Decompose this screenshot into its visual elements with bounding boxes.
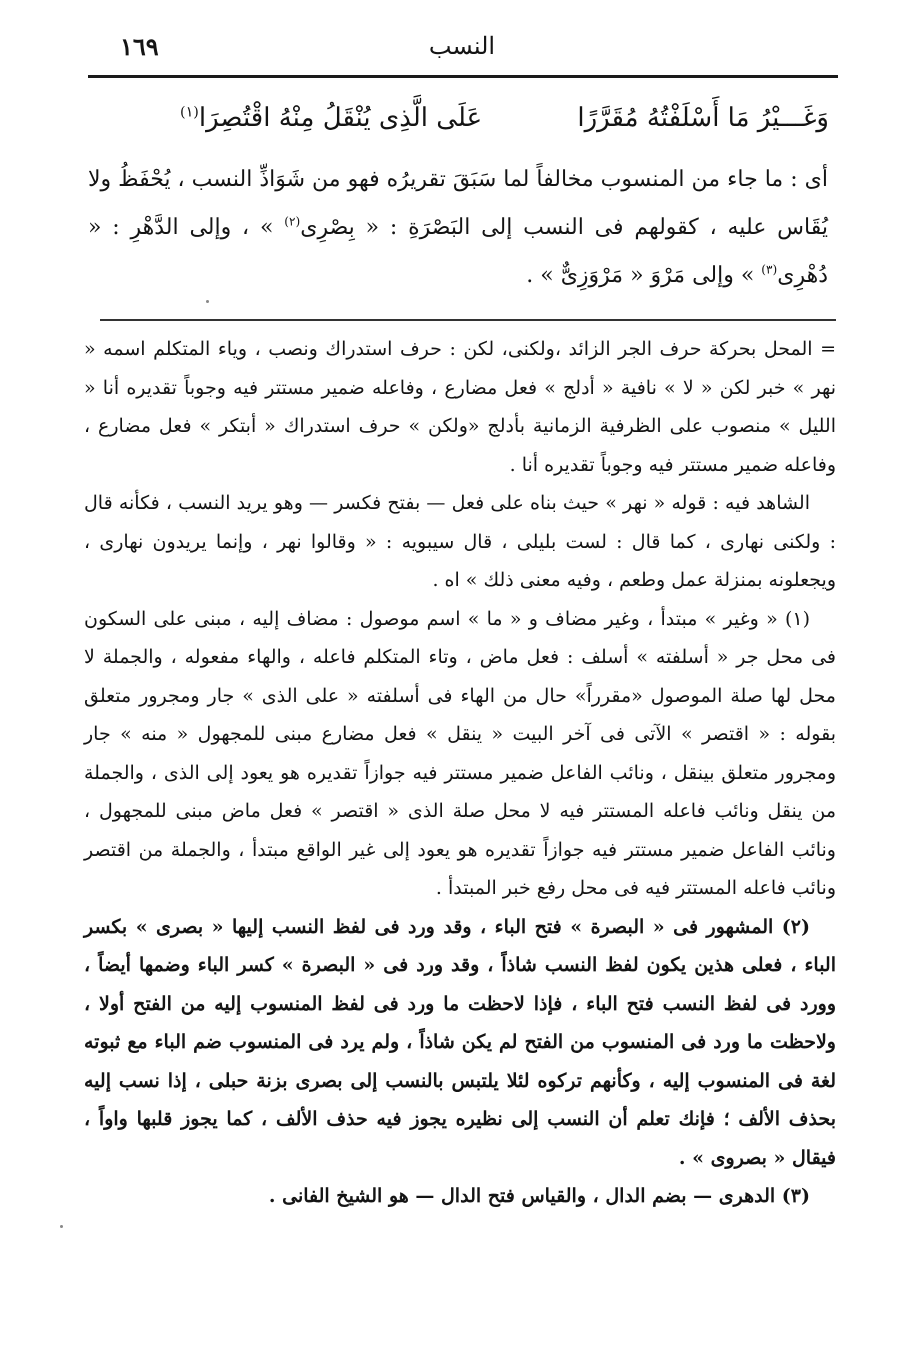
footnote-separator [100,319,836,321]
verse-first-hemistich-text: وَغَـــيْرُ مَا أَسْلَفْتُهُ مُقَرَّرًا [577,103,829,133]
verse-first-hemistich [577,98,829,138]
commentary-text-3: » وإلى مَرْوَ « مَرْوَزِىٌّ » . [526,263,755,288]
footnote-1: (١) « وغير » مبتدأ ، وغير مضاف و « ما » اسم موصول : مضاف إليه ، مبنى على السكون فى محل جر « أسلفته » أسلف : فعل ماض ، وتاء المتكلم فاعله ، والهاء مفعوله ، والجملة لا محل لها صلة الموصول «مقرراً» حال من الهاء فى أسلفته « على الذى » جار ومجرور متعلق بقوله : « اقتصر » الآتى فى آخر البيت « ينقل » فعل مضارع مبنى للمجهول « منه » جار ومجرور متعلق بينقل ، ونائب الفاعل ضمير مستتر فيه جوازاً تقديره هو يعود إلى الذى ، والجملة من ينقل ونائب فاعله المستتر فيه لا محل صلة الذى « اقتصر » فعل ماض مبنى للمجهول ، ونائب الفاعل ضمير مستتر فيه جوازاً تقديره هو يعود إلى غير الواقع مبتدأ ، والجملة من اقتصر ونائب فاعله المستتر فيه فى محل رفع خبر المبتدأ . [84,607,836,899]
verse-second-hemistich [180,98,482,138]
header-rule [88,75,838,78]
footnote-witness: الشاهد فيه : قوله « نهر » حيث بناه على فعل — بفتح فكسر — وهو يريد النسب ، فكأنه قال : ولكنى نهارى ، كما قال : لست بليلى ، قال سيبويه : « وقالوا نهر ، وإنما يريدون نهارى ، ويجعلونه بمنزلة عمل وطعم ، وفيه معنى ذلك » اه . [84,492,836,591]
footnote-marker-3: (٣) [761,262,778,277]
scan-speck [206,300,209,303]
footnote-marker-1: (١) [180,104,199,121]
commentary-text: أى : ما جاء من المنسوب مخالفاً لما سَبَقَ تقريرُه فهو من شَوَاذِّ النسب ، يُحْفَظُ ولا يُقَاس عليه ، كقولهم فى النسب إلى البَصْرَةِ : « بِصْرِى [88,167,828,240]
commentary-text-2: » ، وإلى الدَّهْرِ : « دُهْرِى [88,215,828,288]
main-commentary [88,156,828,300]
footnotes [84,330,836,1216]
page-number: ١٦٩ [120,32,159,61]
commentary-paragraph [88,156,828,300]
verse-line [180,98,829,138]
verse-second-hemistich-text: عَلَى الَّذِى يُنْقَلُ مِنْهُ اقْتُصِرَا [198,103,483,133]
footnote-continuation: = المحل بحركة حرف الجر الزائد ،ولكنى، لكن : حرف استدراك ونصب ، وياء المتكلم اسمه « نهر » خبر لكن « لا » نافية « أدلج » فعل مضارع ، وفاعله ضمير مستتر فيه وجوباً تقديره أنا « الليل » منصوب على الظرفية الزمانية بأدلج «ولكن » حرف استدراك « أبتكر » فعل مضارع ، وفاعله ضمير مستتر فيه وجوباً تقديره أنا . [84,338,836,476]
footnote-2: (٢) المشهور فى « البصرة » فتح الباء ، وقد ورد فى لفظ النسب إليها « بصرى » بكسر الباء ، فعلى هذين يكون لفظ النسب شاذاً ، وقد ورد فى « البصرة » كسر الباء وضمها أيضاً ، وورد فى لفظ النسب فتح الباء ، فإذا لاحظت ما ورد فى لفظ المنسوب إليه من الفتح أولا ، ولاحظت ما ورد فى المنسوب من الفتح لم يكن شاذاً ، ولم يرد فى المنسوب ضم الباء مع ثبوته لغة فى المنسوب إليه ، وكأنهم تركوه لئلا يلتبس بالنسب إلى بصرى بزنة حبلى ، إذا نسب إليه بحذف الألف ؛ فإنك تعلم أن النسب إلى نظيره يجوز فيه حذف الألف ، كما يجوز قلبها واواً ، فيقال « بصروى » . [84,915,836,1169]
footnote-3: (٣) الدهرى — بضم الدال ، والقياس فتح الدال — هو الشيخ الفانى . [268,1185,810,1207]
page-header [88,30,836,70]
running-title: النسب [428,32,496,60]
scan-speck [60,1225,63,1228]
footnote-marker-2: (٢) [284,214,301,229]
